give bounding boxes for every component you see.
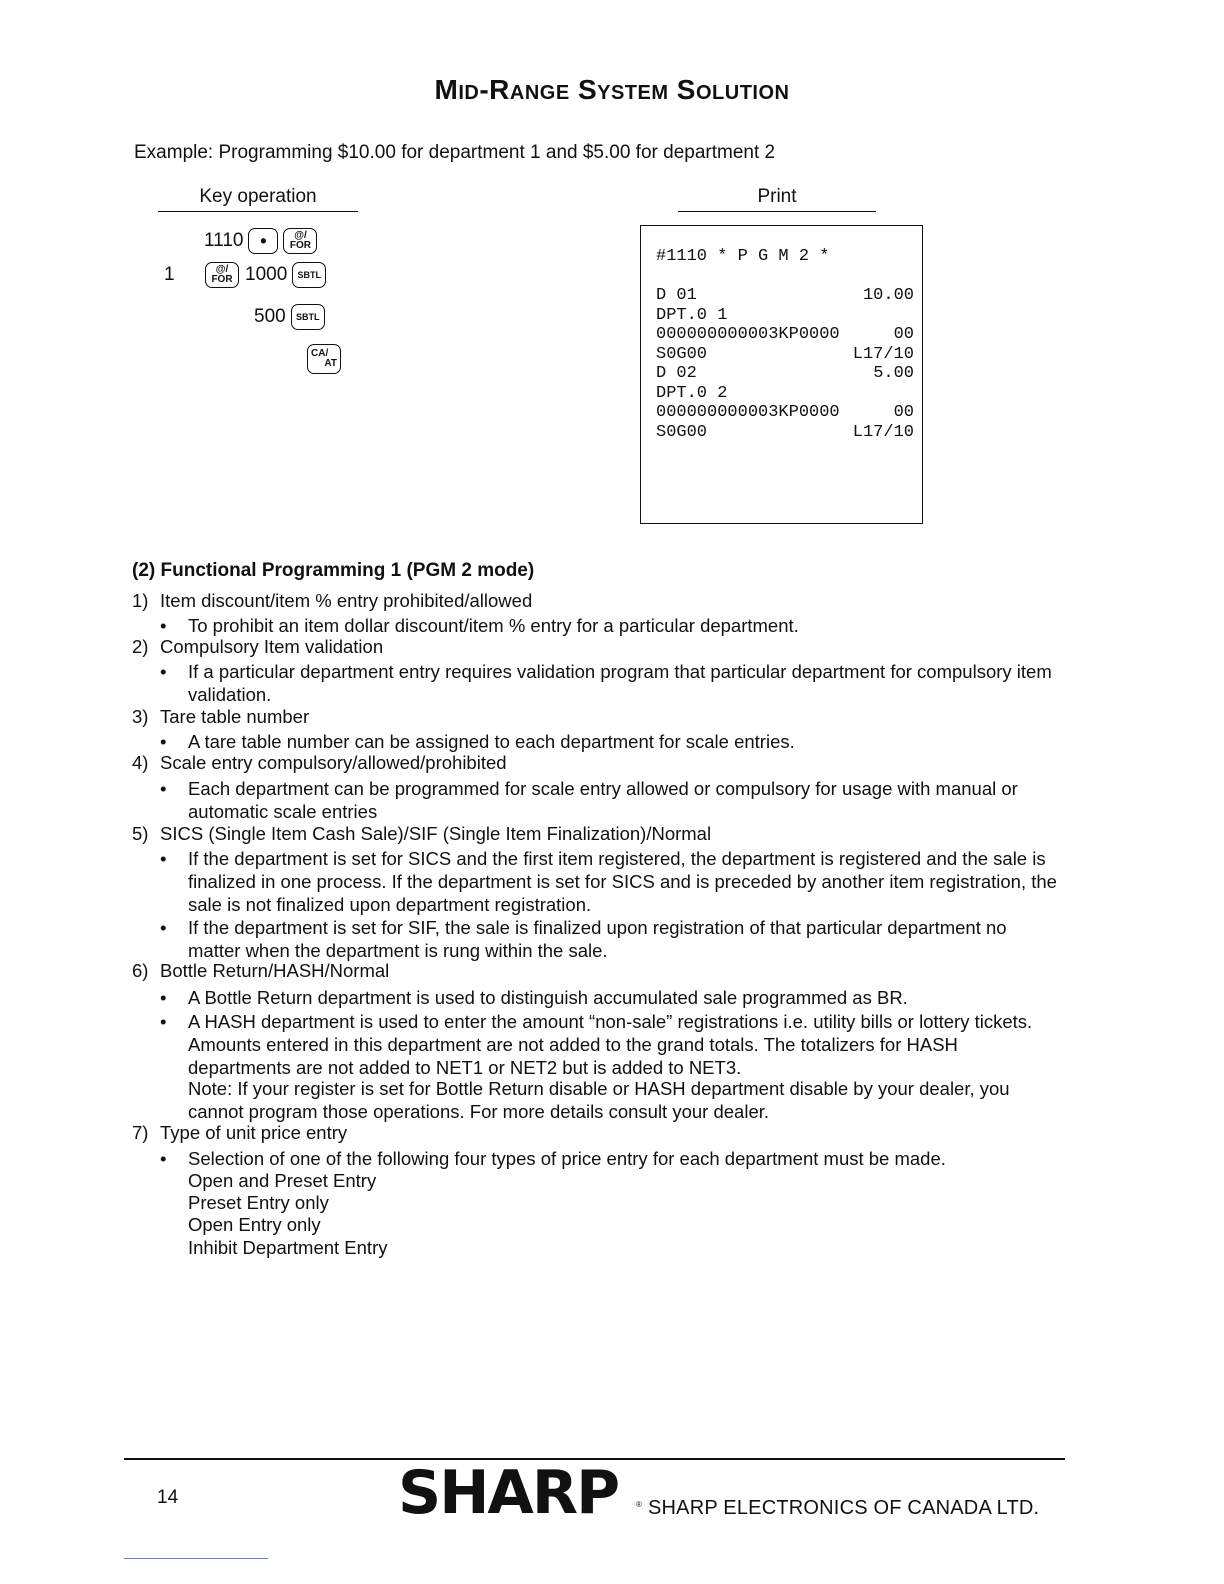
section-heading: (2) Functional Programming 1 (PGM 2 mode) — [132, 560, 535, 581]
sbtl-key-icon: SBTL — [292, 262, 326, 288]
print-heading: Print — [678, 186, 876, 212]
bullet-item: • If the department is set for SIF, the sale is finalized upon registration of that particular department no matter when the department is rung within the sale. — [160, 917, 1007, 961]
receipt-line: DPT.0 1 — [656, 306, 728, 325]
bullet-item: • If the department is set for SICS and the first item registered, the department is registered and the sale is finalized in one process. If the department is set for SICS and is preceded by another item registration, the sale is not finalized upon department registration. — [160, 848, 1057, 915]
key-row-1 — [204, 228, 317, 254]
key-row-4 — [302, 344, 341, 374]
bullet-item: • A HASH department is used to enter the amount “non-sale” registrations i.e. utility bills or lottery tickets. Amounts entered in this department are not added to the grand totals. The totalizers for HASH departments are not added to NET1 or NET2 but is added to NET3. — [160, 1011, 1033, 1078]
bullet-item: • Each department can be programmed for scale entry allowed or compulsory for usage with manual or automatic scale entries — [160, 778, 1018, 822]
key-number: 1000 — [245, 264, 288, 285]
bullet-item: • A tare table number can be assigned to each department for scale entries. — [160, 731, 795, 752]
note-text: Note: If your register is set for Bottle Return disable or HASH department disable by your dealer, you cannot program those operations. For more details consult your dealer. — [188, 1078, 1010, 1122]
receipt-line: S0G00 L17/10 — [656, 423, 914, 442]
example-text: Example: Programming $10.00 for department 1 and $5.00 for department 2 — [134, 142, 776, 163]
list-item: 1) Item discount/item % entry prohibited/allowed — [132, 590, 533, 611]
page-title: Mid-Range System Solution — [434, 74, 790, 105]
ca-at-key-icon: CA/ AT — [307, 344, 341, 374]
dot-key-icon: • — [248, 228, 278, 254]
company-name: SHARP ELECTRONICS OF CANADA LTD. — [648, 1497, 1040, 1519]
for-key-icon: @/ FOR — [283, 228, 317, 254]
price-entry-type: Inhibit Department Entry — [188, 1237, 388, 1258]
list-item: 4) Scale entry compulsory/allowed/prohibited — [132, 752, 507, 773]
list-item: 6) Bottle Return/HASH/Normal — [132, 960, 390, 981]
page-number: 14 — [157, 1487, 179, 1508]
bullet-item: • If a particular department entry requires validation program that particular department for compulsory item validation. — [160, 661, 1052, 705]
list-item: 5) SICS (Single Item Cash Sale)/SIF (Single Item Finalization)/Normal — [132, 823, 712, 844]
price-entry-type: Preset Entry only — [188, 1192, 329, 1213]
sbtl-key-icon: SBTL — [291, 304, 325, 330]
bottom-rule — [124, 1558, 268, 1559]
receipt-line: S0G00 L17/10 — [656, 345, 914, 364]
key-number: 500 — [254, 306, 286, 327]
receipt-line: 000000000003KP0000 00 — [656, 325, 914, 344]
receipt-print — [640, 225, 923, 524]
bullet-item: • To prohibit an item dollar discount/item % entry for a particular department. — [160, 615, 799, 636]
key-row-3 — [254, 304, 325, 330]
registered-mark: ® — [636, 1500, 642, 1509]
list-item: 2) Compulsory Item validation — [132, 636, 384, 657]
receipt-line: D 02 5.00 — [656, 364, 914, 383]
receipt-line: DPT.0 2 — [656, 384, 728, 403]
price-entry-type: Open and Preset Entry — [188, 1170, 377, 1191]
sharp-logo: SHARP — [398, 1458, 619, 1528]
bullet-item: • Selection of one of the following four types of price entry for each department must be made. — [160, 1148, 946, 1169]
key-number: 1110 — [204, 230, 244, 251]
list-item: 3) Tare table number — [132, 706, 310, 727]
receipt-line: D 01 10.00 — [656, 286, 914, 305]
key-prefix: 1 — [164, 264, 175, 285]
for-key-icon: @/ FOR — [205, 262, 239, 288]
key-operation-heading: Key operation — [158, 186, 358, 212]
list-item: 7) Type of unit price entry — [132, 1122, 348, 1143]
receipt-line: 000000000003KP0000 00 — [656, 403, 914, 422]
bullet-item: • A Bottle Return department is used to distinguish accumulated sale programmed as BR. — [160, 987, 908, 1008]
receipt-line: #1110 * P G M 2 * — [656, 247, 830, 266]
price-entry-type: Open Entry only — [188, 1214, 321, 1235]
key-row-2 — [164, 262, 326, 288]
